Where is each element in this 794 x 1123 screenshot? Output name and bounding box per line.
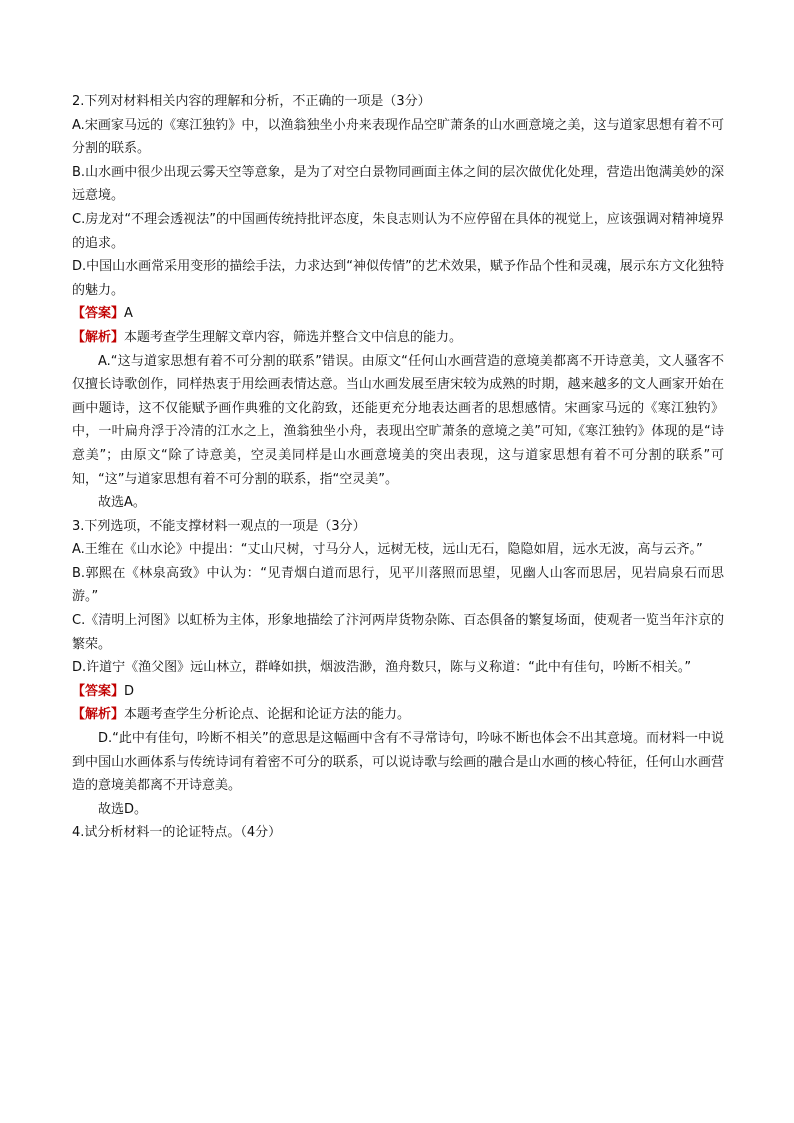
answer-value: A (124, 306, 133, 322)
question-2-conclusion: 故选A。 (98, 495, 146, 511)
question-2-option-d: D.中国山水画常采用变形的描绘手法，力求达到“神似传情”的艺术效果，赋予作品个性和灵魂，展示东方文化独特的魅力。 (72, 259, 724, 298)
question-3-option-c: C.《清明上河图》以虹桥为主体，形象地描绘了汴河两岸货物杂陈、百态俱备的繁复场面，使观者一览当年汴京的繁荣。 (72, 613, 724, 652)
question-2-stem: 2.下列对材料相关内容的理解和分析，不正确的一项是（3分） (72, 94, 431, 109)
analysis-intro: 本题考查学生理解文章内容，筛选并整合文中信息的能力。 (124, 329, 463, 345)
question-3-option-a: A.王维在《山水论》中提出：“丈山尺树，寸马分人，远树无枝，远山无石，隐隐如眉，远水无波，高与云齐。” (72, 542, 703, 558)
question-2-analysis (72, 326, 724, 350)
question-2-option-c: C.房龙对“不理会透视法”的中国画传统持批评态度，朱良志则认为不应停留在具体的视觉上，应该强调对精神境界的追求。 (72, 211, 724, 251)
question-3-analysis-body: D.“此中有佳句，吟断不相关”的意思是这幅画中含有不寻常诗句，吟咏不断也体会不出其意境。而材料一中说到中国山水画体系与传统诗词有着密不可分的联系，可以说诗歌与绘画的融合是山水画的核心特征，任何山水画营造的意境美都离不开诗意美。 (72, 731, 724, 794)
question-3-answer (72, 680, 724, 704)
analysis-tag: 【解析】 (72, 707, 125, 723)
answer-tag: 【答案】 (72, 306, 125, 322)
analysis-tag: 【解析】 (72, 329, 125, 345)
question-3-stem: 3.下列选项，不能支撑材料一观点的一项是（3分） (72, 518, 366, 534)
analysis-intro: 本题考查学生分析论点、论据和论证方法的能力。 (124, 707, 411, 723)
document-content (72, 90, 724, 845)
answer-value: D (124, 683, 135, 699)
answer-tag: 【答案】 (72, 683, 125, 699)
question-2-answer (72, 302, 724, 326)
question-3-option-b: B.郭熙在《林泉高致》中认为：“见青烟白道而思行，见平川落照而思望，见幽人山客而思居，见岩扃泉石而思游。” (72, 565, 724, 605)
question-2-option-b: B.山水画中很少出现云雾天空等意象，是为了对空白景物同画面主体之间的层次做优化处理，营造出饱满美妙的深远意境。 (72, 164, 724, 204)
question-3-analysis (72, 703, 724, 727)
question-3-conclusion: 故选D。 (98, 801, 148, 817)
question-2-option-a: A.宋画家马远的《寒江独钓》中，以渔翁独坐小舟来表现作品空旷萧条的山水画意境之美，这与道家思想有着不可分割的联系。 (72, 117, 724, 157)
question-3-option-d: D.许道宁《渔父图》远山林立，群峰如拱，烟波浩渺，渔舟数只，陈与义称道：“此中有佳句，吟断不相关。” (72, 660, 692, 676)
question-2-analysis-body: A.“这与道家思想有着不可分割的联系”错误。由原文“任何山水画营造的意境美都离不开诗意美，文人骚客不仅擅长诗歌创作，同样热衷于用绘画表情达意。当山水画发展至唐宋较为成熟的时期，越来越多的文人画家开始在画中题诗，这不仅能赋予画作典雅的文化韵致，还能更充分地表达画者的思想感情。宋画家马远的《寒江独钓》中，一叶扁舟浮于冷清的江水之上，渔翁独坐小舟，表现出空旷萧条的意境之美”可知,《寒江独钓》体现的是“诗意美”；由原文“除了诗意美，空灵美同样是山水画意境美的突出表现，这与道家思想有着不可分割的联系”可知，“这”与道家思想有着不可分割的联系，指“空灵美”。 (72, 353, 724, 487)
question-4-stem: 4.试分析材料一的论证特点。（4分） (72, 825, 282, 841)
